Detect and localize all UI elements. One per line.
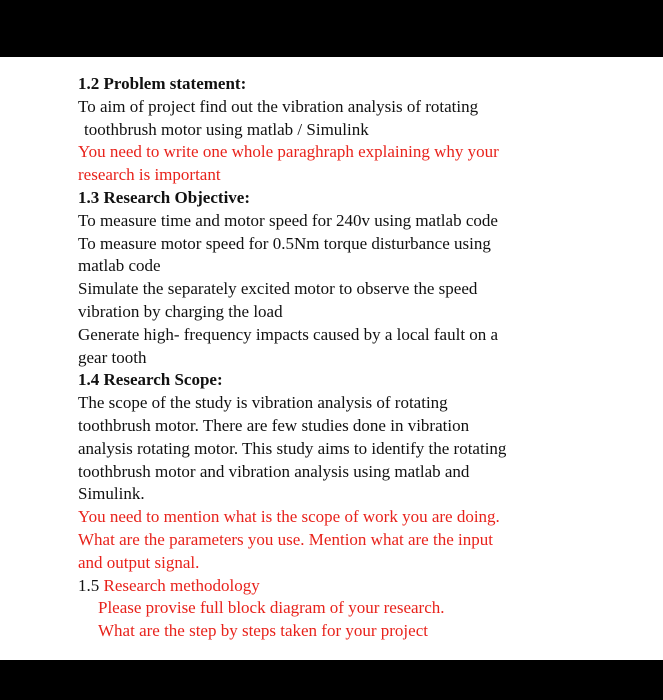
research-scope-comment-line: What are the parameters you use. Mention what are the input xyxy=(78,529,493,549)
research-scope-heading: 1.4 Research Scope: xyxy=(78,370,223,390)
research-methodology-comment-line: Please provise full block diagram of your research. xyxy=(98,598,445,618)
research-scope-line: Simulink. xyxy=(78,484,145,504)
research-objective-line: To measure motor speed for 0.5Nm torque disturbance using xyxy=(78,233,491,253)
problem-statement-line: To aim of project find out the vibration analysis of rotating xyxy=(78,96,479,116)
bottom-black-bar xyxy=(0,660,663,700)
research-scope-comment-line: and output signal. xyxy=(78,552,200,572)
research-objective-heading: 1.3 Research Objective: xyxy=(78,187,250,207)
research-scope-line: analysis rotating motor. This study aims to identify the rotating xyxy=(78,438,507,458)
research-methodology-heading xyxy=(78,575,653,598)
problem-statement-comment-line: You need to write one whole paraghraph explaining why your xyxy=(78,142,499,162)
research-objective-line: matlab code xyxy=(78,256,161,276)
research-scope-line: toothbrush motor. There are few studies done in vibration xyxy=(78,415,470,435)
problem-statement-comment-line: research is important xyxy=(78,165,221,185)
research-scope-line: toothbrush motor and vibration analysis using matlab and xyxy=(78,461,470,481)
research-objective-line: To measure time and motor speed for 240v using matlab code xyxy=(78,210,498,230)
research-objective-line: vibration by charging the load xyxy=(78,301,283,321)
research-methodology-title: Research methodology xyxy=(103,575,260,595)
research-objective-line: Simulate the separately excited motor to observe the speed xyxy=(78,279,478,299)
research-objective-line: Generate high- frequency impacts caused by a local fault on a xyxy=(78,324,499,344)
research-methodology-number: 1.5 xyxy=(78,575,100,595)
document-page xyxy=(0,57,663,660)
research-scope-comment-line: You need to mention what is the scope of work you are doing. xyxy=(78,507,500,527)
research-objective-line: gear tooth xyxy=(78,347,147,367)
research-methodology-comment-line: What are the step by steps taken for your project xyxy=(98,621,428,641)
problem-statement-heading: 1.2 Problem statement: xyxy=(78,74,247,93)
top-black-bar xyxy=(0,0,663,57)
research-scope-line: The scope of the study is vibration analysis of rotating xyxy=(78,393,448,413)
document-text xyxy=(78,73,653,643)
problem-statement-line: toothbrush motor using matlab / Simulink xyxy=(84,119,369,139)
